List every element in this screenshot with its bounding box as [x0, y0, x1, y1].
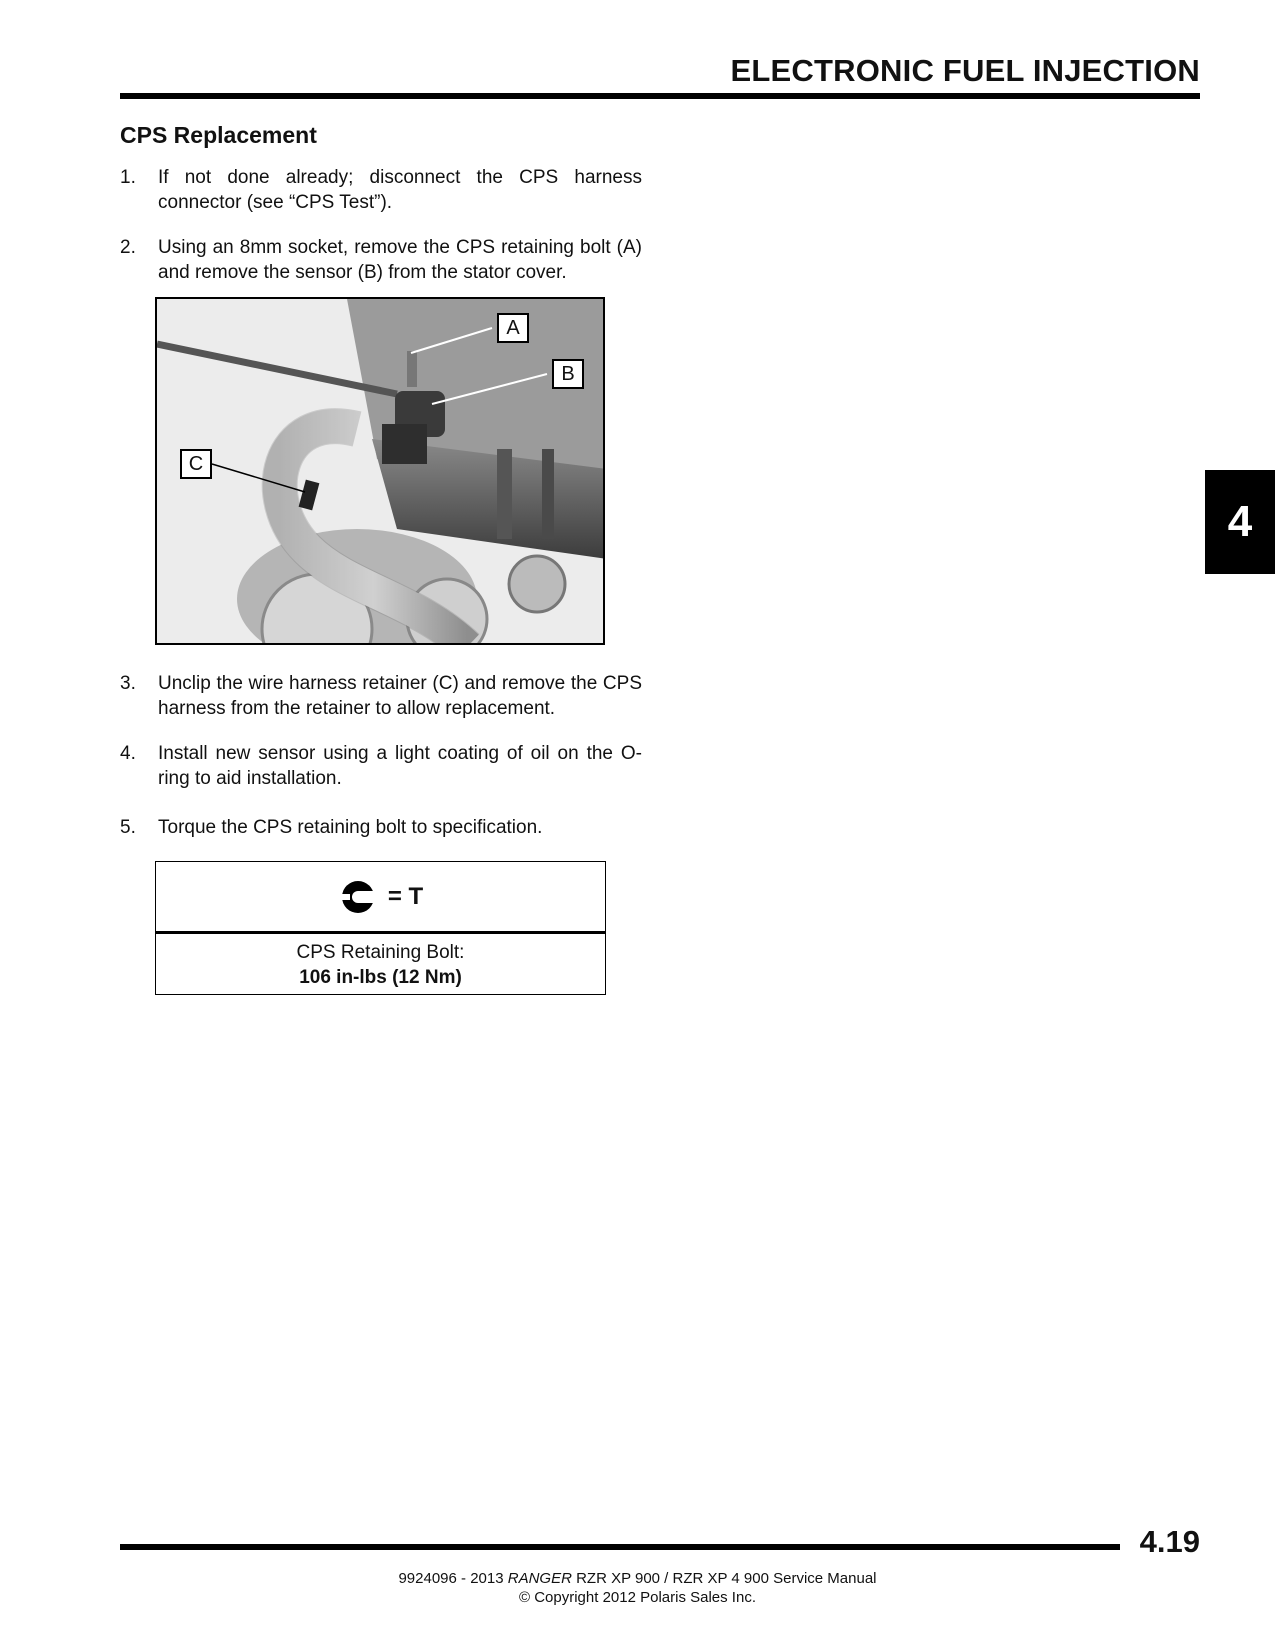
step-4	[120, 741, 642, 791]
step-text: Unclip the wire harness retainer (C) and remove the CPS harness from the retainer to allow replacement.	[158, 673, 642, 719]
copyright: © Copyright 2012 Polaris Sales Inc.	[518, 1589, 756, 1606]
step-number: 3.	[120, 673, 136, 694]
chapter-tab: 4	[1205, 470, 1275, 574]
step-1	[120, 165, 642, 215]
torque-wrench-icon	[338, 877, 378, 917]
engine-illustration	[157, 299, 605, 645]
step-text: If not done already; disconnect the CPS harness connector (see “CPS Test”).	[158, 167, 642, 213]
footer-rule	[120, 1544, 1120, 1550]
step-number: 1.	[120, 167, 136, 188]
page-number: 4.19	[1139, 1524, 1200, 1559]
step-text: Using an 8mm socket, remove the CPS retaining bolt (A) and remove the sensor (B) from the stator cover.	[158, 237, 642, 283]
torque-symbol: = T	[387, 882, 424, 910]
callout-b: B	[552, 359, 584, 389]
step-text: Torque the CPS retaining bolt to specification.	[158, 817, 543, 838]
torque-label: CPS Retaining Bolt:	[296, 942, 465, 963]
torque-value: 106 in-lbs (12 Nm)	[299, 967, 462, 988]
manual-title: RZR XP 900 / RZR XP 4 900 Service Manual	[571, 1570, 877, 1587]
torque-header	[156, 862, 605, 934]
section-title: CPS Replacement	[120, 122, 317, 148]
footer-manual-line	[0, 1570, 1275, 1587]
step-5	[120, 815, 642, 840]
engine-figure	[155, 297, 605, 645]
callout-a: A	[497, 313, 529, 343]
step-number: 5.	[120, 817, 136, 838]
step-text: Install new sensor using a light coating of oil on the O-ring to aid installation.	[158, 743, 642, 789]
callout-c: C	[180, 449, 212, 479]
step-2	[120, 235, 642, 285]
step-3	[120, 671, 642, 721]
model-name: RANGER	[507, 1570, 572, 1587]
header-rule	[120, 93, 1200, 99]
torque-spec-box	[155, 861, 606, 995]
doc-number: 9924096 - 2013	[398, 1570, 508, 1587]
step-number: 2.	[120, 237, 136, 258]
chapter-title: ELECTRONIC FUEL INJECTION	[730, 53, 1200, 88]
step-number: 4.	[120, 743, 136, 764]
